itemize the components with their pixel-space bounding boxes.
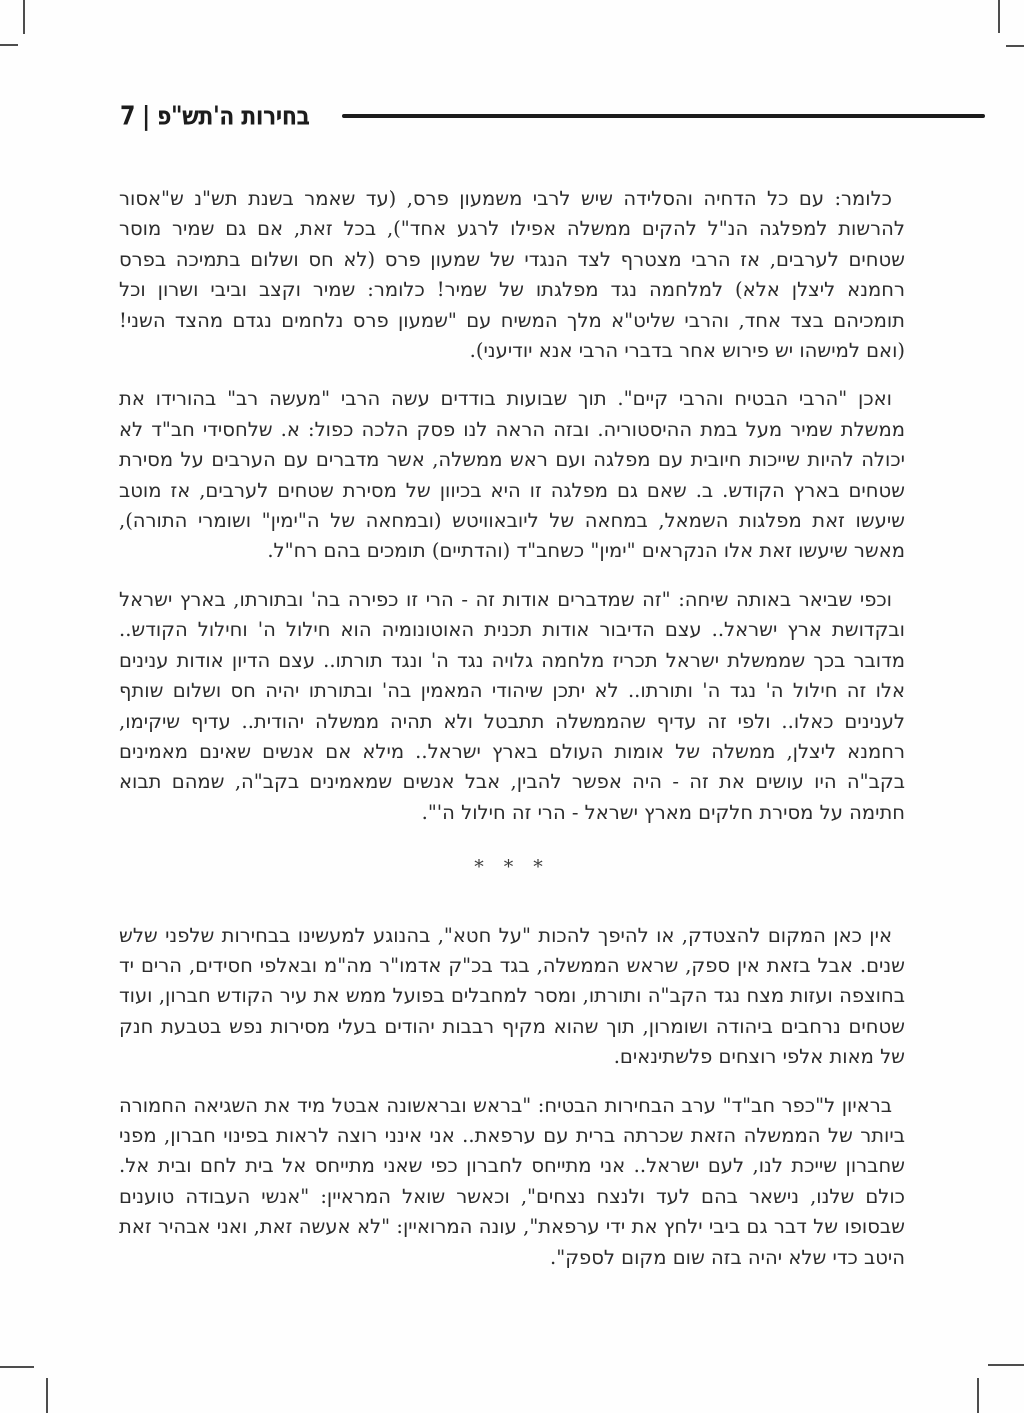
crop-mark-bottom-left-horizontal bbox=[0, 1366, 34, 1368]
paragraph-1: כלומר: עם כל הדחיה והסלידה שיש לרבי משמעון פרס, (עד שאמר בשנת תש"נ ש"אסור להרשות למפלגה הנ"ל להקים ממשלה אפילו לרגע אחד"), בכל זאת, אם גם שמיר מוסר שטחים לערבים, אז הרבי מצטרף לצד הנגדי של שמעון פרס (לא חס ושלום בתמיכה בפרס רחמנא ליצלן אלא) למלחמה נגד מפלגתו של שמיר! כלומר: שמיר וקצב וביבי ושרון וכל תומכיהם בצד אחד, והרבי שליט"א מלך המשיח עם "שמעון פרס נלחמים נגדם מהצד השני! (ואם למישהו יש פירוש אחר בדברי הרבי אנא יודיעני). bbox=[119, 187, 905, 363]
paragraph-3: וכפי שביאר באותה שיחה: "זה שמדברים אודות זה - הרי זו כפירה בה' ובתורתו, בארץ ישראל ובקדושת ארץ ישראל.. עצם הדיבור אודות תכנית האוטונומיה הוא חילול ה' וחילול הקודש.. מדובר בכך שממשלת ישראל תכריז מלחמה גלויה נגד ה' ונגד תורתו.. עצם הדיון אודות ענינים אלו זה חילול ה' נגד ה' ותורתו.. לא יתכן שיהודי המאמין בה' ובתורתו יהיה חס ושלום שותף לענינים כאלו.. ולפי זה עדיף שהממשלה תתבטל ולא תהיה ממשלה יהודית.. עדיף שיקימו, רחמנא ליצלן, ממשלה של אומות העולם בארץ ישראל.. מילא אם אנשים שאינם מאמינים בקב"ה היו עושים את זה - היה אפשר להבין, אבל אנשים שמאמינים בקב"ה, שמהם תבוא חתימה על מסירת חלקים מארץ ישראל - הרי זה חילול ה'". bbox=[119, 587, 905, 824]
crop-mark-top-left-horizontal bbox=[0, 44, 18, 46]
section-separator: * * * bbox=[474, 856, 550, 879]
page-header bbox=[120, 98, 985, 134]
crop-mark-top-left-vertical bbox=[23, 0, 25, 34]
document-body bbox=[119, 184, 905, 1291]
crop-mark-top-right-horizontal bbox=[1006, 45, 1024, 47]
paragraph-4: אין כאן המקום להצטדק, או להיפך להכות "על חטא", בהנוגע למעשינו בבחירות שלפני שלש שנים. אבל בזאת אין ספק, שראש הממשלה, בגד בכ"ק אדמו"ר מה"מ ובאלפי חסידים, הרים יד בחוצפה ועזות מצח נגד הקב"ה ותורתו, ומסר למחבלים בפועל ממש את עיר הקודש חברון, ועוד שטחים נרחבים ביהודה ושומרון, תוך שהוא מקיף רבבות יהודים בעלי מסירות נפש בטבעת חנק של מאות אלפי רוצחים פלשתינאים. bbox=[119, 923, 905, 1069]
crop-mark-bottom-right-vertical bbox=[977, 1378, 979, 1413]
header-rule bbox=[342, 114, 985, 118]
crop-mark-bottom-right-horizontal bbox=[988, 1364, 1024, 1366]
paragraph-2: ואכן "הרבי הבטיח והרבי קיים". תוך שבועות בודדים עשה הרבי "מעשה רב" בהורידו את ממשלת שמיר מעל במת ההיסטוריה. ובזה הראה לנו פסק הלכה כפול: א. שלחסידי חב"ד לא יכולה להיות שייכות חיובית עם מפלגה ועם ראש ממשלה, אשר מדברים עם הערבים על מסירת שטחים בארץ הקודש. ב. שאם גם מפלגה זו היא בכיוון של מסירת שטחים לערבים, אז מוטב שיעשו זאת מפלגות השמאל, במחאה של ליובאוויטש (ובמחאה של ה"ימין" ושומרי התורה), מאשר שיעשו זאת אלו הנקראים "ימין" כשחב"ד (והדתיים) תומכים בהם רח"ל. bbox=[119, 387, 905, 563]
crop-mark-bottom-left-vertical bbox=[46, 1378, 48, 1413]
crop-mark-top-right-vertical bbox=[998, 0, 1000, 33]
page-header-title: בחירות ה'תש"פ | 7 bbox=[120, 100, 310, 132]
paragraph-5: בראיון ל"כפר חב"ד" ערב הבחירות הבטיח: "בראש ובראשונה אבטל מיד את השגיאה החמורה ביותר של הממשלה הזאת שכרתה ברית עם ערפאת.. אני אינני רוצה לראות בפינוי חברון, מפני שחברון שייכת לנו, לעם ישראל.. אני מתייחס לחברון כפי שאני מתייחס אל בית לחם ובית אל. כולם שלנו, נישאר בהם לעד ולנצח נצחים", וכאשר שואל המראיין: "אנשי העבודה טוענים שבסופו של דבר גם ביבי ילחץ את ידי ערפאת", עונה המרואיין: "לא אעשה זאת, ואני אבהיר זאת היטב כדי שלא יהיה בזה שום מקום לספק". bbox=[119, 1093, 905, 1269]
